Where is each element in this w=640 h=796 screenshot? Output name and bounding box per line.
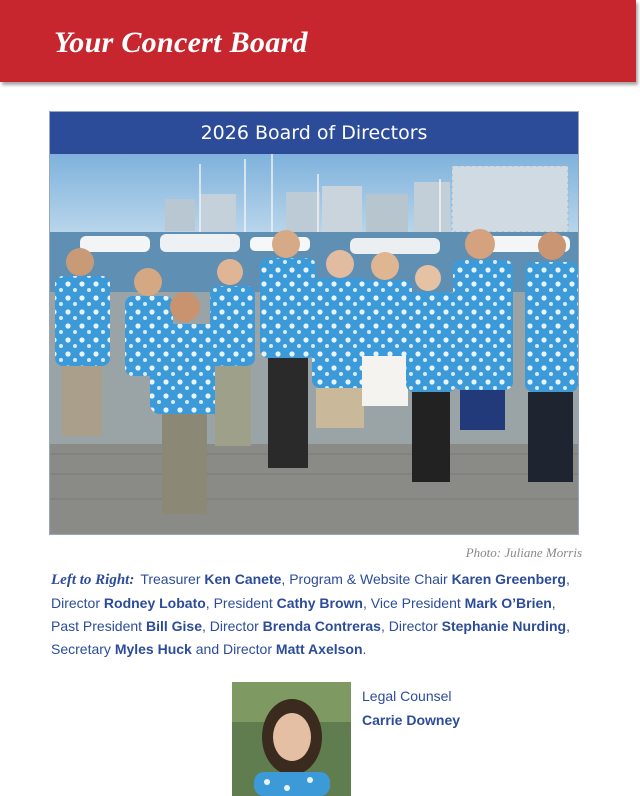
legal-counsel-info bbox=[362, 684, 460, 732]
caption-separator: , bbox=[281, 571, 290, 587]
board-group-photo bbox=[50, 154, 578, 534]
photo-credit: Photo: Juliane Morris bbox=[465, 545, 582, 560]
caption-role: Program & Website Chair bbox=[289, 571, 448, 587]
caption-role: Director bbox=[209, 618, 259, 634]
caption-separator: , bbox=[551, 595, 556, 611]
caption-separator: , bbox=[205, 595, 214, 611]
legal-counsel-name: Carrie Downey bbox=[362, 712, 461, 728]
caption-name: Stephanie Nurding bbox=[441, 618, 567, 634]
caption-separator: , bbox=[362, 595, 371, 611]
caption-role: Past President bbox=[51, 618, 143, 634]
board-caption bbox=[51, 568, 599, 661]
caption-separator: , bbox=[566, 618, 570, 634]
caption-separator: . bbox=[362, 641, 367, 657]
board-photo-card bbox=[49, 111, 579, 535]
caption-name: Matt Axelson bbox=[275, 641, 363, 657]
caption-role: Vice President bbox=[370, 595, 461, 611]
legal-counsel-photo bbox=[232, 682, 351, 796]
caption-role: Director bbox=[388, 618, 438, 634]
caption-lead: Left to Right: bbox=[51, 572, 135, 588]
caption-name: Ken Canete bbox=[204, 571, 282, 587]
page-title: Your Concert Board bbox=[54, 26, 308, 59]
caption-name: Karen Greenberg bbox=[451, 571, 566, 587]
caption-separator: , bbox=[380, 618, 389, 634]
caption-role: Director bbox=[223, 641, 273, 657]
title-banner bbox=[0, 0, 636, 82]
caption-name: Rodney Lobato bbox=[103, 595, 206, 611]
caption-name: Mark O’Brien bbox=[464, 595, 552, 611]
caption-name: Brenda Contreras bbox=[262, 618, 381, 634]
caption-role: Director bbox=[51, 595, 101, 611]
caption-name: Cathy Brown bbox=[276, 595, 363, 611]
caption-role: Secretary bbox=[51, 641, 111, 657]
caption-name: Bill Gise bbox=[145, 618, 202, 634]
caption-separator: , bbox=[565, 571, 570, 587]
caption-role: President bbox=[213, 595, 273, 611]
caption-name: Myles Huck bbox=[114, 641, 192, 657]
legal-counsel-role: Legal Counsel bbox=[362, 688, 452, 704]
photo-heading: 2026 Board of Directors bbox=[50, 112, 578, 154]
caption-separator: , bbox=[201, 618, 210, 634]
caption-separator: and bbox=[191, 641, 223, 657]
caption-role: Treasurer bbox=[140, 571, 201, 587]
